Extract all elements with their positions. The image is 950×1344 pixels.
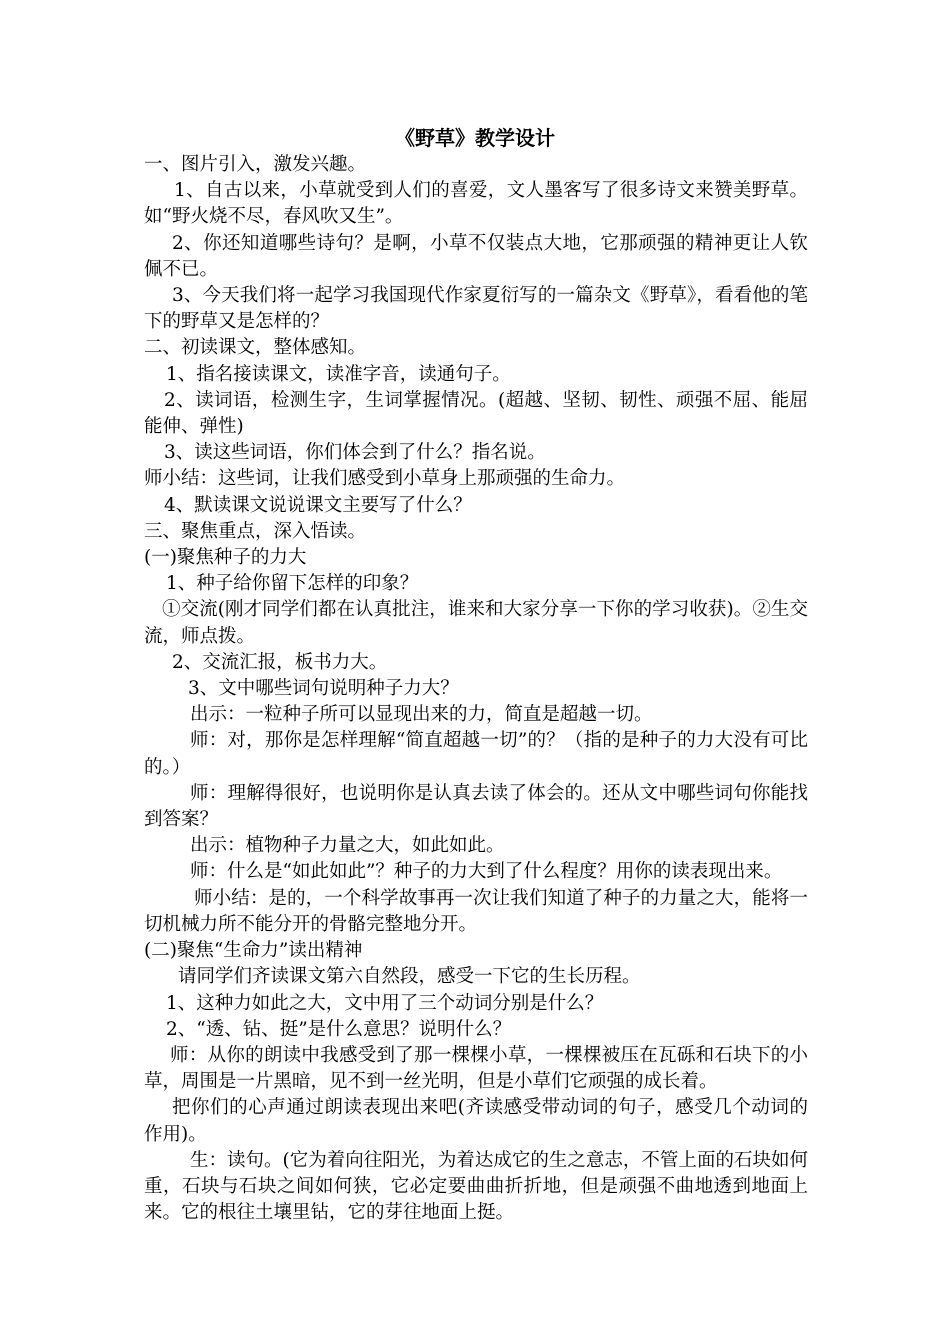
- paragraph: 2、交流汇报，板书力大。: [172, 651, 388, 673]
- paragraph: 1、种子给你留下怎样的印象？: [166, 573, 419, 595]
- paragraph: 师：什么是“如此如此”？种子的力大到了什么程度？用你的读表现出来。: [190, 861, 783, 883]
- paragraph: 把你们的心声通过朗读表现出来吧(齐读感受带动词的句子，感受几个动词的作用)。: [144, 1097, 808, 1145]
- paragraph: 出示：植物种子力量之大，如此如此。: [190, 835, 505, 857]
- paragraph: 一、图片引入，激发兴趣。: [144, 154, 367, 175]
- paragraph: 2、你还知道哪些诗句？是啊，小草不仅装点大地，它那顽强的精神更让人钦佩不已。: [144, 232, 808, 280]
- paragraph: 3、今天我们将一起学习我国现代作家夏衍写的一篇杂文《野草》，看看他的笔下的野草又是怎样的？: [144, 285, 808, 333]
- paragraph: 出示：一粒种子所可以显现出来的力，简直是超越一切。: [190, 704, 653, 726]
- paragraph: 请同学们齐读课文第六自然段，感受一下它的生长历程。: [178, 966, 641, 988]
- paragraph: 3、读这些词语，你们体会到了什么？指名说。: [164, 442, 546, 464]
- paragraph: 师：理解得很好，也说明你是认真去读了体会的。还从文中哪些词句你能找到答案？: [144, 782, 808, 831]
- paragraph: 生：读句。(它为着向往阳光，为着达成它的生之意志，不管上面的石块如何重，石块与石块之间如何狭，它必定要曲曲折折地，但是顽强不曲地透到地面上来。它的根往土壤里钻，它的芽往地面上挺。: [144, 1149, 808, 1224]
- paragraph: (二)聚焦“生命力”读出精神: [144, 940, 363, 962]
- paragraph: 师：对，那你是怎样理解“简直超越一切”的？（指的是种子的力大没有可比的。）: [144, 730, 808, 778]
- paragraph: 二、初读课文，整体感知。: [144, 337, 367, 359]
- paragraph: 1、自古以来，小草就受到人们的喜爱，文人墨客写了很多诗文来赞美野草。如“野火烧不尽，春风吹又生”。: [144, 180, 808, 228]
- paragraph: (一)聚焦种子的力大: [144, 547, 307, 569]
- paragraph: 2、“透、钻、挺”是什么意思？说明什么？: [166, 1018, 512, 1040]
- paragraph: 2、读词语，检测生字，生词掌握情况。(超越、坚韧、韧性、顽强不屈、能屈能伸、弹性): [144, 389, 808, 438]
- paragraph: 4、默读课文说说课文主要写了什么？: [164, 494, 472, 516]
- document-title: 《野草》教学设计: [395, 126, 555, 150]
- paragraph: 1、指名接读课文，读准字音，读通句子。: [166, 363, 511, 385]
- paragraph: 师小结：是的，一个科学故事再一次让我们知道了种子的力量之大，能将一切机械力所不能分开的骨骼完整地分开。: [144, 887, 808, 935]
- paragraph: ①交流(刚才同学们都在认真批注，谁来和大家分享一下你的学习收获)。②生交流，师点拨。: [144, 599, 808, 647]
- paragraph: 3、文中哪些词句说明种子力大？: [188, 678, 459, 700]
- paragraph: 三、聚焦重点，深入悟读。: [144, 520, 367, 542]
- document-body: [144, 152, 808, 1226]
- paragraph: 师小结：这些词，让我们感受到小草身上那顽强的生命力。: [144, 468, 626, 490]
- paragraph: 1、这种力如此之大，文中用了三个动词分别是什么？: [166, 992, 604, 1014]
- paragraph: 师：从你的朗读中我感受到了那一棵棵小草，一棵棵被压在瓦砾和石块下的小草，周围是一片黑暗，见不到一丝光明，但是小草们它顽强的成长着。: [144, 1044, 808, 1093]
